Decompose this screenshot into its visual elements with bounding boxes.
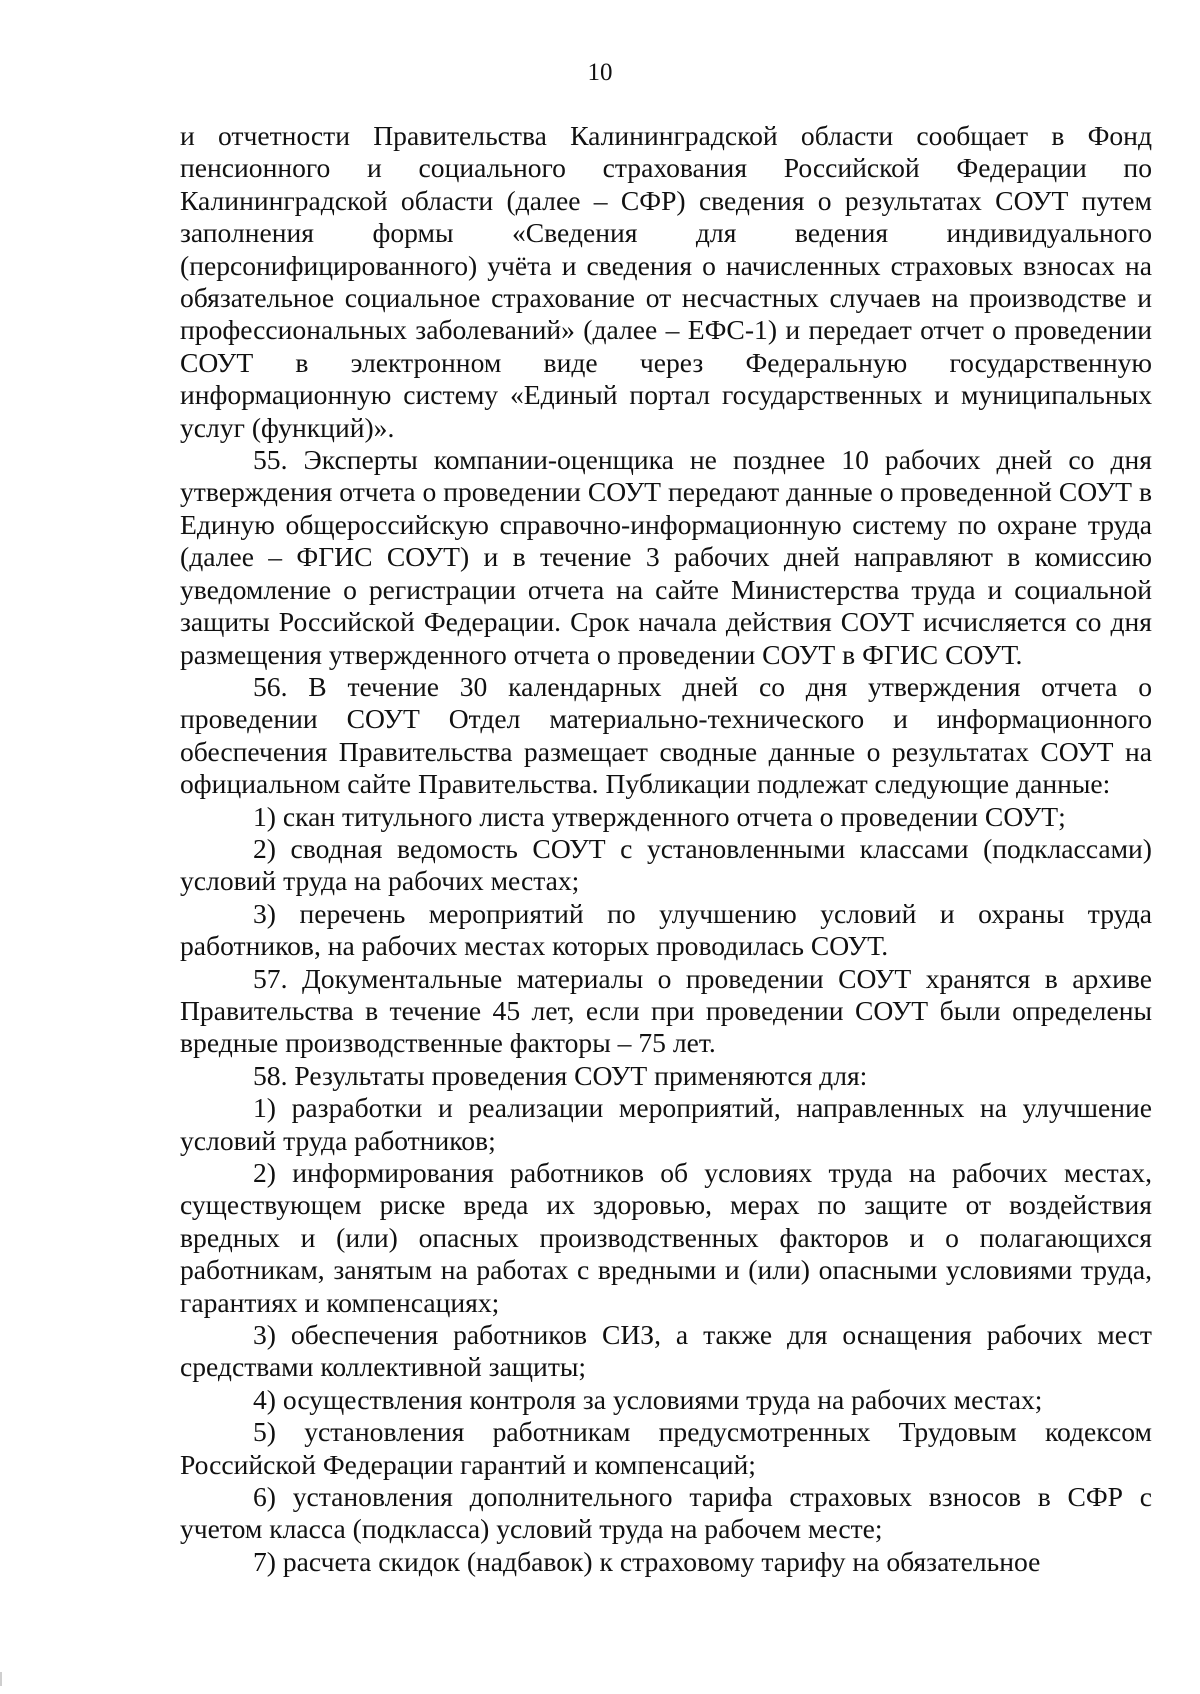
list-item-56-1: 1) скан титульного листа утвержденного отчета о проведении СОУТ;: [253, 800, 1066, 832]
paragraph-item-57: 57. Документальные материалы о проведении СОУТ хранятся в архиве Правительства в течение 45 лет, если при проведении СОУТ были определены вредные производственные факторы – 75 лет.: [180, 962, 1152, 1059]
scan-edge-mark: [0, 1672, 2, 1686]
list-item-56-2: 2) сводная ведомость СОУТ с установленными классами (подклассами) условий труда на рабочих местах;: [180, 832, 1152, 897]
page-number: 10: [587, 59, 613, 86]
list-item-58-2: 2) информирования работников об условиях труда на рабочих местах, существующем риске вреда их здоровью, мерах по защите от воздействия вредных и (или) опасных производственных факторов и о полагающихся работникам, занятым на работах с вредными и (или) опасными условиями труда, гарантиях и компенсациях;: [180, 1157, 1152, 1318]
list-item-58-5: 5) установления работникам предусмотренных Трудовым кодексом Российской Федерации гарантий и компенсаций;: [180, 1416, 1152, 1480]
list-item-58-1: 1) разработки и реализации мероприятий, направленных на улучшение условий труда работников;: [180, 1092, 1152, 1156]
list-item-58-3: 3) обеспечения работников СИЗ, а также для оснащения рабочих мест средствами коллективной защиты;: [180, 1319, 1152, 1383]
paragraph-continuation: и отчетности Правительства Калининградской области сообщает в Фонд пенсионного и социального страхования Российской Федерации по Калининградской области (далее – СФР) сведения о результатах СОУТ путем заполнения формы «Сведения для ведения индивидуального (персонифицированного) учёта и сведения о начисленных страховых взносах на обязательное социальное страхование от несчастных случаев на производстве и профессиональных заболеваний» (далее – ЕФС-1) и передает отчет о проведении СОУТ в электронном виде через Федеральную государственную информационную систему «Единый портал государственных и муниципальных услуг (функций)».: [180, 120, 1152, 443]
list-item-58-4: 4) осуществления контроля за условиями труда на рабочих местах;: [253, 1383, 1043, 1415]
list-item-58-7: 7) расчета скидок (надбавок) к страховому тарифу на обязательное: [253, 1545, 1041, 1577]
paragraph-item-55: 55. Эксперты компании-оценщика не позднее 10 рабочих дней со дня утверждения отчета о проведении СОУТ передают данные о проведенной СОУТ в Единую общероссийскую справочно-информационную систему по охране труда (далее – ФГИС СОУТ) и в течение 3 рабочих дней направляют в комиссию уведомление о регистрации отчета на сайте Министерства труда и социальной защиты Российской Федерации. Срок начала действия СОУТ исчисляется со дня размещения утвержденного отчета о проведении СОУТ в ФГИС СОУТ.: [180, 444, 1152, 670]
list-item-58-6: 6) установления дополнительного тарифа страховых взносов в СФР с учетом класса (подкласса) условий труда на рабочем месте;: [180, 1481, 1152, 1545]
list-item-56-3: 3) перечень мероприятий по улучшению условий и охраны труда работников, на рабочих местах которых проводилась СОУТ.: [180, 897, 1152, 962]
document-body: [180, 120, 1152, 1578]
paragraph-item-58: 58. Результаты проведения СОУТ применяются для:: [253, 1059, 868, 1091]
paragraph-item-56: 56. В течение 30 календарных дней со дня утверждения отчета о проведении СОУТ Отдел материально-технического и информационного обеспечения Правительства размещает сводные данные о результатах СОУТ на официальном сайте Правительства. Публикации подлежат следующие данные:: [180, 670, 1152, 800]
